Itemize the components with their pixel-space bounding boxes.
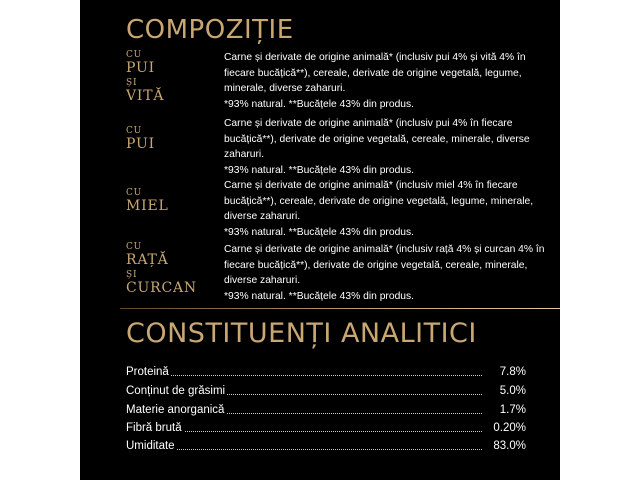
analytic-value: 83.0% (493, 440, 526, 452)
variant-label-line: VITĂ (126, 88, 165, 104)
analytic-name: Proteină (126, 366, 169, 378)
variant-label-line: CU (126, 188, 143, 198)
section-divider (120, 308, 560, 309)
analytic-value: 1.7% (499, 404, 526, 416)
footnote-text: *93% natural. **Bucățele 43% din produs. (224, 290, 415, 302)
dot-leader (126, 438, 482, 450)
variant-label-line: ȘI (126, 270, 138, 280)
variant-label-line: RAȚĂ (126, 252, 169, 268)
variant-label (126, 50, 218, 106)
analytic-row-fat (126, 383, 526, 401)
variant-label-line: CU (126, 50, 143, 60)
variant-label-line: CURCAN (126, 280, 197, 296)
variant-description (224, 116, 558, 178)
analytic-row-ash (126, 402, 526, 420)
analytic-name: Conținut de grăsimi (126, 385, 226, 397)
footnote-text: *93% natural. **Bucățele 43% din produs. (224, 164, 415, 176)
ingredients-text: Carne și derivate de origine animală* (inclusiv miel 4% în fiecare bucățică**), cereale, derivate de origine vegetală, legume, minerale, diverse zaharuri. (224, 180, 534, 222)
variant-label-line: PUI (126, 136, 155, 152)
ingredients-text: Carne și derivate de origine animală* (inclusiv pui 4% în fiecare bucățică**), derivate de origine vegetală, cereale, minerale, diverse zaharuri. (224, 118, 530, 160)
analytic-name: Fibră brută (126, 422, 182, 434)
variant-label-line: MIEL (126, 198, 169, 214)
variant-description (224, 178, 558, 240)
analytic-value: 5.0% (499, 385, 526, 397)
ingredients-text: Carne și derivate de origine animală* (inclusiv pui 4% și vită 4% în fiecare bucățică**), cereale, derivate de origine vegetală, legume, minerale, diverse zaharuri. (224, 52, 526, 94)
analytic-name: Materie anorganică (126, 404, 225, 416)
variant-label-line: CU (126, 126, 143, 136)
analytic-row-fibre (126, 420, 526, 438)
variant-label (126, 126, 218, 154)
ingredients-text: Carne și derivate de origine animală* (inclusiv rață 4% și curcan 4% în fiecare bucățică**), derivate de origine vegetală, cereale, minerale, diverse zaharuri. (224, 244, 545, 286)
product-info-panel (80, 0, 560, 480)
variant-label (126, 188, 218, 216)
variant-label-line: ȘI (126, 78, 138, 88)
analytic-value: 0.20% (493, 422, 526, 434)
analytical-title: CONSTITUENȚI ANALITICI (126, 318, 477, 349)
variant-description (224, 242, 558, 304)
variant-label (126, 242, 218, 298)
analytic-name: Umiditate (126, 440, 175, 452)
footnote-text: *93% natural. **Bucățele 43% din produs. (224, 226, 415, 238)
footnote-text: *93% natural. **Bucățele 43% din produs. (224, 98, 415, 110)
variant-label-line: CU (126, 242, 143, 252)
analytic-row-protein (126, 364, 526, 382)
analytic-row-moisture (126, 438, 526, 456)
analytic-value: 7.8% (499, 366, 526, 378)
composition-title: COMPOZIȚIE (126, 15, 294, 45)
dot-leader (126, 364, 482, 376)
variant-description (224, 50, 558, 112)
variant-label-line: PUI (126, 60, 155, 76)
